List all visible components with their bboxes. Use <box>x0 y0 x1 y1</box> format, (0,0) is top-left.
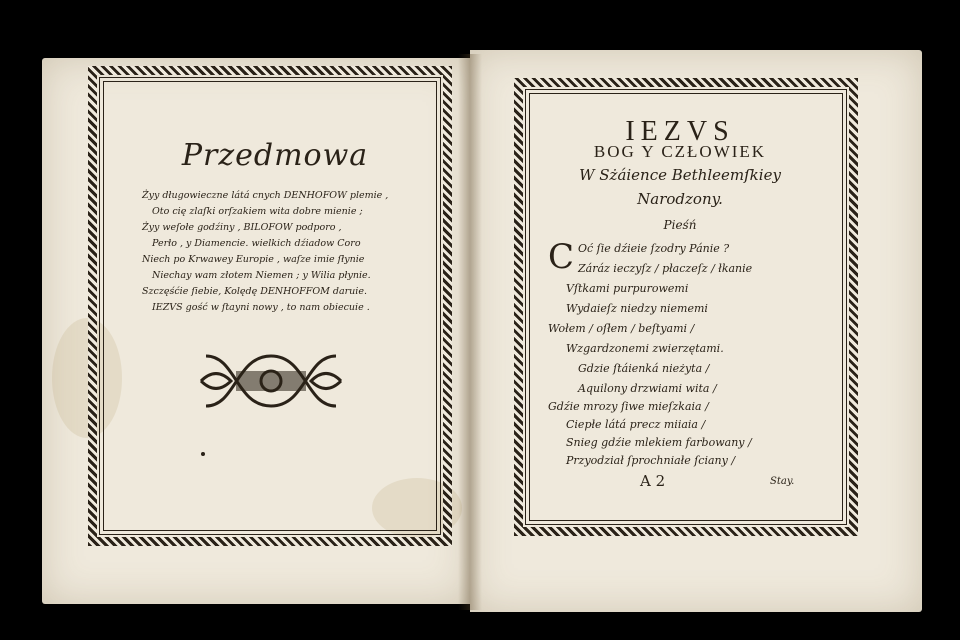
left-heading: Przedmowa <box>181 138 369 173</box>
title: IEZVS <box>625 116 735 147</box>
book-gutter <box>458 54 482 610</box>
drop-capital: C <box>548 237 575 277</box>
song-line: Záráz ieczyſz / płaczeſz / łkanie <box>578 262 753 275</box>
song-line: Aquilony drzwiami wita / <box>578 382 717 395</box>
song-line: Gdźie mrozy ſiwe mieſzkaia / <box>548 400 709 413</box>
song-line: Vſtkami purpurowemi <box>566 282 689 295</box>
ink-dot <box>201 452 205 456</box>
song-line: Wołem / oſłem / beſtyami / <box>548 322 695 335</box>
page-signature: A 2 <box>640 472 666 490</box>
subtitle-line-2: W Sżáience Bethleemſkiey <box>579 166 781 184</box>
poem-line: Szczęśćie ſiebie, Kolędę DENHOFFOM daruie. <box>142 286 367 297</box>
song-line: Wzgardzonemi zwierzętami. <box>566 342 724 355</box>
poem-line: Oto cię zlaſki orſzakiem wita dobre mienie ; <box>152 206 363 217</box>
song-line: Przyodział ſprochniałe ſciany / <box>566 454 736 467</box>
song-heading: Pieśń <box>663 218 697 232</box>
woodcut-ornament <box>196 346 346 416</box>
song-line: Ciepłe látá precz miiaia / <box>566 418 706 431</box>
poem-line: Żyy weſołe godźiny , BILOFOW podporo , <box>142 222 342 233</box>
poem-line: Niech po Krwawey Europie , waſze imie ſłynie <box>142 254 365 265</box>
song-line: Oć ſie dźieie ſzodry Pánie ? <box>578 242 730 255</box>
song-line: Wydaieſz niedzy niememi <box>566 302 708 315</box>
poem-line: Perło , y Diamencie. wielkich dźiadow Coro <box>152 238 361 249</box>
song-line: Gdzie ſtáienká nieżyta / <box>578 362 710 375</box>
subtitle-line-3: Narodzony. <box>637 190 723 208</box>
subtitle: BOG Y CZŁOWIEK <box>593 142 767 161</box>
song-line: Snieg gdźie mlekiem farbowany / <box>566 436 752 449</box>
poem-line: Żyy długowieczne látá cnych DENHOFOW plemie , <box>142 190 389 201</box>
poem-line: Niechay wam złotem Niemen ; y Wilia płynie. <box>152 270 371 281</box>
poem-line: IEZVS gość w ſtayni nowy , to nam obiecuie . <box>152 302 370 313</box>
catchword: Stay. <box>770 476 795 487</box>
